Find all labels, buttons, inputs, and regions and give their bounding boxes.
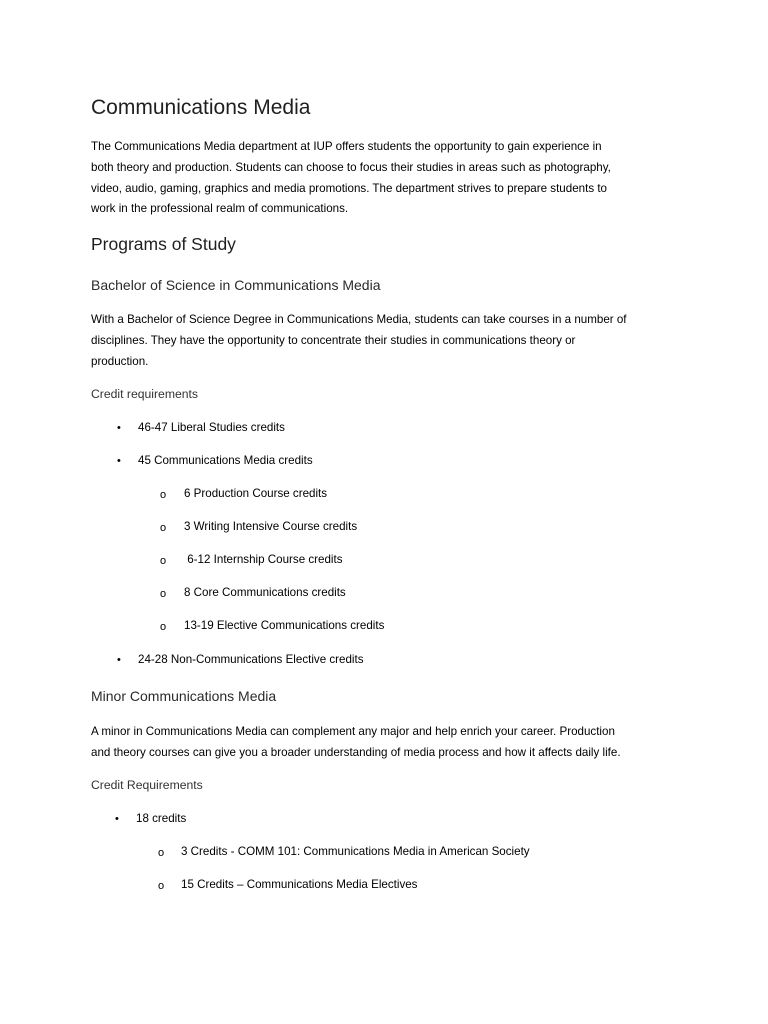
- bachelor-description-line: production.: [91, 354, 149, 368]
- bullet-icon: •: [117, 422, 121, 434]
- sub-bullet-icon: o: [160, 555, 167, 567]
- sub-bullet-icon: o: [160, 489, 167, 501]
- sub-list-item: 3 Credits - COMM 101: Communications Media in American Society: [181, 845, 530, 858]
- bullet-icon: •: [117, 455, 121, 467]
- bachelor-description: [91, 310, 681, 372]
- sub-bullet-icon: o: [160, 621, 167, 633]
- sub-list-item: 13-19 Elective Communications credits: [184, 619, 385, 632]
- list-item: 24-28 Non-Communications Elective credits: [138, 653, 364, 666]
- intro-line: work in the professional realm of communications.: [91, 202, 349, 216]
- bachelor-description-line: disciplines. They have the opportunity to concentrate their studies in communications theory or: [91, 333, 576, 347]
- sub-bullet-icon: o: [158, 847, 165, 859]
- bullet-icon: •: [115, 813, 119, 825]
- sub-list-item: 15 Credits – Communications Media Electives: [181, 878, 418, 891]
- sub-list-item: 8 Core Communications credits: [184, 586, 346, 599]
- sub-list-item: 3 Writing Intensive Course credits: [184, 520, 358, 533]
- minor-description: [91, 722, 681, 764]
- sub-bullet-icon: o: [160, 522, 167, 534]
- bullet-icon: •: [117, 654, 121, 666]
- page-title: Communications Media: [91, 96, 311, 119]
- list-item: 45 Communications Media credits: [138, 454, 313, 467]
- bachelor-credit-label: Credit requirements: [91, 387, 199, 401]
- sub-bullet-icon: o: [158, 880, 165, 892]
- intro-paragraph: [91, 137, 681, 220]
- sub-bullet-icon: o: [160, 588, 167, 600]
- minor-heading: Minor Communications Media: [91, 688, 277, 704]
- minor-description-line: A minor in Communications Media can complement any major and help enrich your career. Production: [91, 725, 615, 738]
- bachelor-heading: Bachelor of Science in Communications Media: [91, 277, 381, 293]
- list-item: 18 credits: [136, 812, 187, 825]
- list-item: 46-47 Liberal Studies credits: [138, 421, 285, 434]
- sub-list-item: 6 Production Course credits: [184, 487, 328, 500]
- intro-line: video, audio, gaming, graphics and media promotions. The department strives to prepare students to: [91, 181, 608, 195]
- intro-line: The Communications Media department at IUP offers students the opportunity to gain experience in: [91, 140, 602, 153]
- sub-list-item: 6-12 Internship Course credits: [184, 553, 343, 566]
- minor-credit-label: Credit Requirements: [91, 778, 203, 792]
- intro-line: both theory and production. Students can choose to focus their studies in areas such as photography,: [91, 160, 611, 174]
- minor-description-line: and theory courses can give you a broader understanding of media process and how it affects daily life.: [91, 745, 621, 759]
- bachelor-description-line: With a Bachelor of Science Degree in Communications Media, students can take courses in a number of: [91, 313, 627, 326]
- programs-heading: Programs of Study: [91, 234, 236, 254]
